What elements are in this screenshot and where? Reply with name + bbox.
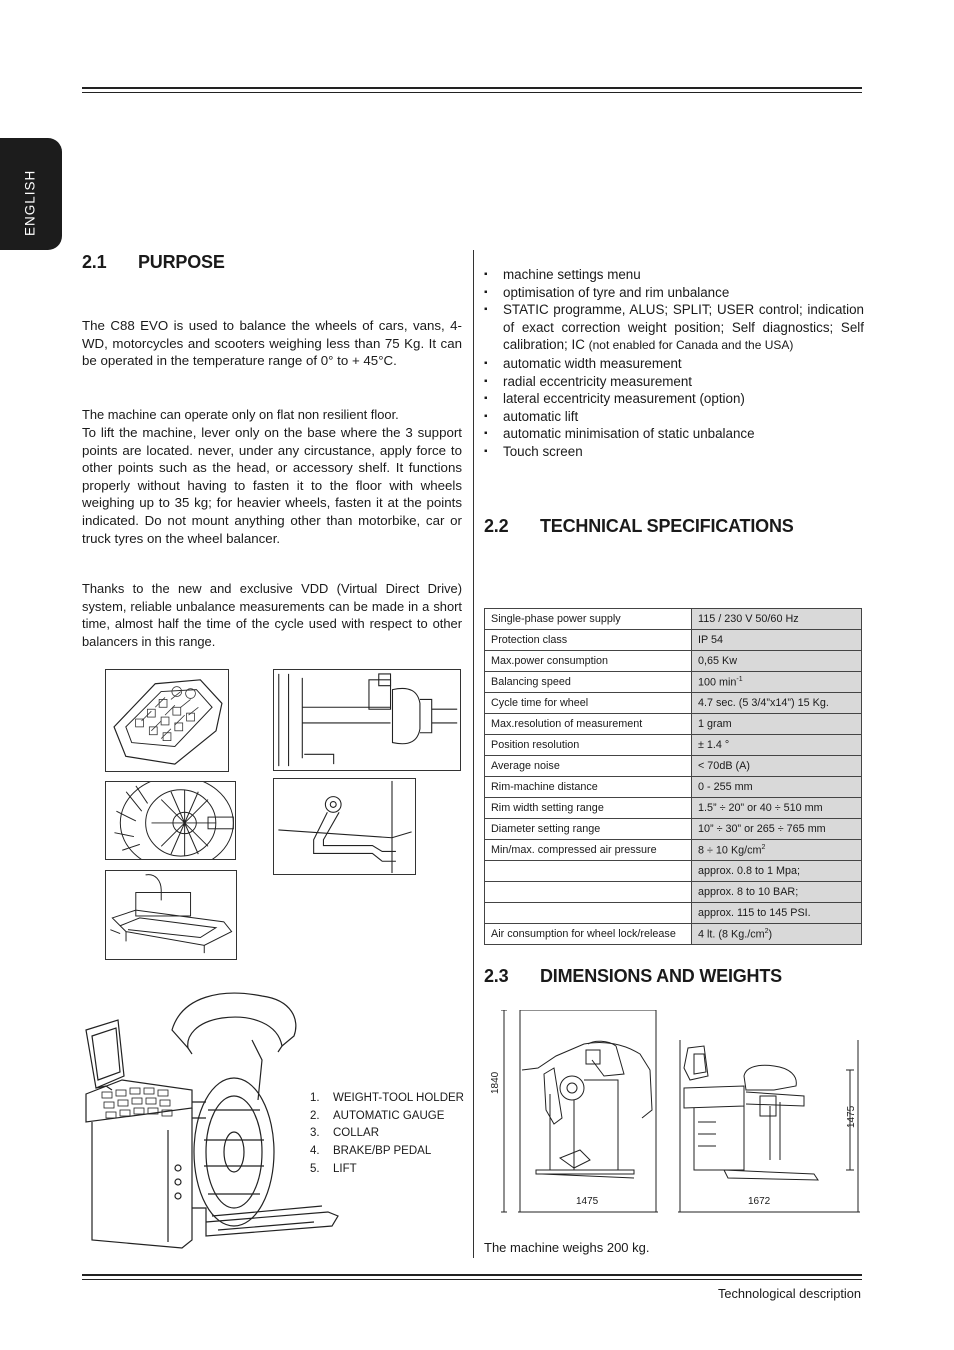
lift-lever-figure <box>273 778 416 875</box>
purpose-paragraph-2: The machine can operate only on flat non resilient floor. <box>82 407 399 422</box>
spec-label: Single-phase power supply <box>485 609 692 630</box>
feature-item: ▪ automatic lift <box>484 408 864 426</box>
lift-platform-figure <box>105 870 237 960</box>
spec-label: Air consumption for wheel lock/release <box>485 924 692 945</box>
spec-value: 115 / 230 V 50/60 Hz <box>692 609 862 630</box>
footer-rule <box>82 1274 862 1276</box>
section-title: TECHNICAL SPECIFICATIONS <box>540 516 794 536</box>
spec-label <box>485 903 692 924</box>
spec-label: Diameter setting range <box>485 819 692 840</box>
spec-row <box>485 756 862 777</box>
spec-row <box>485 798 862 819</box>
feature-item: ▪ STATIC programme, ALUS; SPLIT; USER control; indication of exact correction weight position; Self diagnostics; Self calibration; IC (not enabled for Canada and the USA) <box>484 301 864 355</box>
header-rule <box>82 87 862 89</box>
legend-item: 2. AUTOMATIC GAUGE <box>310 1109 445 1122</box>
spec-label: Protection class <box>485 630 692 651</box>
spec-value: ± 1.4 ° <box>692 735 862 756</box>
spec-row <box>485 819 862 840</box>
shaft-gauge-figure <box>273 669 461 771</box>
legend-item: 5. LIFT <box>310 1162 357 1175</box>
spec-table <box>484 608 862 945</box>
spec-value: 4.7 sec. (5 3/4”x14”) 15 Kg. <box>692 693 862 714</box>
spec-label: Rim-machine distance <box>485 777 692 798</box>
spec-label: Position resolution <box>485 735 692 756</box>
feature-item: ▪ lateral eccentricity measurement (option) <box>484 390 864 408</box>
spec-label: Max.power consumption <box>485 651 692 672</box>
feature-item: ▪ machine settings menu <box>484 266 864 284</box>
section-title: DIMENSIONS AND WEIGHTS <box>540 966 782 986</box>
spec-row <box>485 714 862 735</box>
spec-row <box>485 882 862 903</box>
spec-value: approx. 115 to 145 PSI. <box>692 903 862 924</box>
spec-value: 1.5” ÷ 20” or 40 ÷ 510 mm <box>692 798 862 819</box>
spec-row <box>485 903 862 924</box>
legend-item: 3. COLLAR <box>310 1127 380 1140</box>
spec-label: Min/max. compressed air pressure <box>485 840 692 861</box>
legend-item: 4. BRAKE/BP PEDAL <box>310 1145 432 1158</box>
feature-list <box>484 266 864 461</box>
spec-value: approx. 8 to 10 BAR; <box>692 882 862 903</box>
machine-weight-text: The machine weighs 200 kg. <box>484 1240 650 1255</box>
spec-label: Balancing speed <box>485 672 692 693</box>
section-number: 2.3 <box>484 966 509 986</box>
dim-height-label: 1840 <box>490 1071 501 1094</box>
spec-label: Cycle time for wheel <box>485 693 692 714</box>
figure-legend <box>310 1090 464 1179</box>
spec-value: < 70dB (A) <box>692 756 862 777</box>
spec-row <box>485 735 862 756</box>
feature-item: ▪ optimisation of tyre and rim unbalance <box>484 284 864 302</box>
spec-row <box>485 777 862 798</box>
feature-item: ▪ automatic minimisation of static unbalance <box>484 425 864 443</box>
section-number: 2.2 <box>484 516 509 536</box>
spec-row <box>485 630 862 651</box>
spec-row <box>485 861 862 882</box>
section-title: PURPOSE <box>138 252 225 272</box>
spec-value: IP 54 <box>692 630 862 651</box>
purpose-paragraph-3: To lift the machine, lever only on the base where the 3 support points are located. never, under any circustance, apply force to other points such as the head, or accessory shelf. It functions properly without having to fasten it to the floor with wheels weighing up to 35 kg; for heavier wheels, fasten it at the points indicated. Do not mount anything other than motorbike, car or truck tyres on the wheel balancer. <box>82 425 462 546</box>
spec-label <box>485 861 692 882</box>
column-divider <box>473 250 474 1258</box>
feature-item: ▪ automatic width measurement <box>484 355 864 373</box>
spec-label: Rim width setting range <box>485 798 692 819</box>
dim-side-height-label: 1475 <box>846 1105 857 1128</box>
footer-section-title: Technological description <box>718 1286 861 1301</box>
spec-value: 4 lt. (8 $Kg./cm^2$) <box>692 924 862 945</box>
dimension-drawings <box>484 1010 864 1225</box>
spec-row <box>485 693 862 714</box>
footer-rule-thin <box>82 1279 862 1280</box>
section-number: 2.1 <box>82 252 107 272</box>
purpose-paragraph-4: Thanks to the new and exclusive VDD (Virtual Direct Drive) system, reliable unbalance measurements can be made in a short time, almost half the time of the cycle used with respect to other balancers in this range. <box>82 581 462 649</box>
section-heading-tech-specs <box>484 516 794 537</box>
spec-value: 8 ÷ 10 $Kg/cm^2$ <box>692 840 862 861</box>
spec-row <box>485 672 862 693</box>
spec-label: Max.resolution of measurement <box>485 714 692 735</box>
language-label: ENGLISH <box>22 169 38 236</box>
spec-row <box>485 609 862 630</box>
spec-value: 0 - 255 mm <box>692 777 862 798</box>
spec-row <box>485 924 862 945</box>
header-rule-thin <box>82 92 862 93</box>
spec-label: Average noise <box>485 756 692 777</box>
feature-item: ▪ radial eccentricity measurement <box>484 373 864 391</box>
spec-value: 100 $\min^{-1}$ <box>692 672 862 693</box>
feature-item: ▪ Touch screen <box>484 443 864 461</box>
feature-note: (not enabled for Canada and the USA) <box>588 338 794 353</box>
spec-row <box>485 651 862 672</box>
dim-front-width-label: 1475 <box>576 1196 599 1207</box>
legend-item: 1. WEIGHT-TOOL HOLDER <box>310 1092 464 1104</box>
machine-overview-figure <box>82 990 342 1252</box>
spec-label <box>485 882 692 903</box>
spec-value: 0,65 Kw <box>692 651 862 672</box>
section-heading-purpose <box>82 252 225 273</box>
spec-row <box>485 840 862 861</box>
purpose-paragraph-1: The C88 EVO is used to balance the wheels of cars, vans, 4-WD, motorcycles and scooters weighing less than 75 Kg. It can be operated in the temperature range of 0° to + 45°C. <box>82 318 462 369</box>
spec-value: approx. 0.8 to 1 Mpa; <box>692 861 862 882</box>
language-tab <box>0 138 62 250</box>
weight-tray-figure <box>105 669 229 772</box>
section-heading-dimensions <box>484 966 782 987</box>
wheel-tyre-figure <box>105 781 236 860</box>
spec-value: 10” ÷ 30” or 265 ÷ 765 mm <box>692 819 862 840</box>
spec-value: 1 gram <box>692 714 862 735</box>
dim-side-width-label: 1672 <box>748 1196 771 1207</box>
